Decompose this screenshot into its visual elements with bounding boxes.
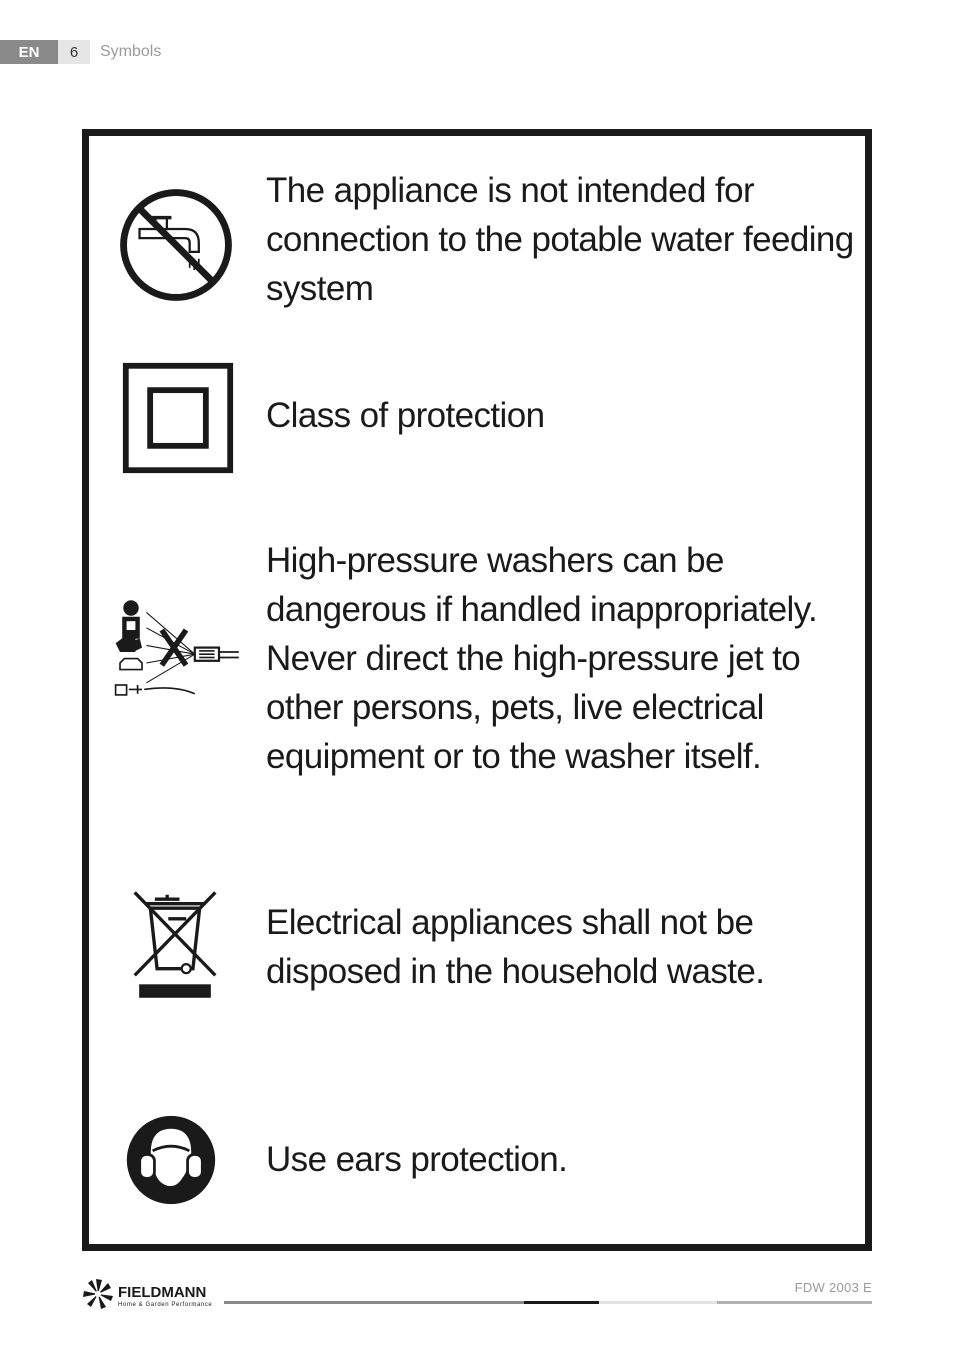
- language-tab: EN: [0, 40, 58, 64]
- brand-name: FIELDMANN: [118, 1284, 207, 1301]
- footer-rule-grey: [224, 1301, 524, 1304]
- symbols-frame: [82, 129, 872, 1251]
- brand-tagline: Home & Garden Performance: [118, 1302, 213, 1308]
- ear-protection-icon: [125, 1114, 217, 1206]
- symbol-2-line-1: Class of protection: [266, 396, 545, 435]
- symbol-4-line-1: Electrical appliances shall not be: [266, 903, 754, 942]
- model-number: FDW 2003 E: [794, 1280, 872, 1295]
- symbol-1-line-3: system: [266, 269, 374, 308]
- class-ii-protection-icon: [120, 360, 236, 476]
- symbol-5-text: [266, 1135, 856, 1184]
- section-title: Symbols: [100, 43, 162, 60]
- symbol-3-line-5: equipment or to the washer itself.: [266, 737, 762, 776]
- no-potable-water-icon: [119, 188, 233, 302]
- symbol-5-line-1: Use ears protection.: [266, 1140, 568, 1179]
- footer-rule-mid: [717, 1301, 872, 1304]
- symbol-3-line-2: dangerous if handled inappropriately.: [266, 590, 818, 629]
- symbol-3-text: [266, 536, 856, 781]
- footer-rule-black: [524, 1301, 599, 1304]
- symbol-4-text: [266, 898, 856, 996]
- symbol-2-text: [266, 391, 856, 440]
- page-number: 6: [58, 40, 90, 64]
- symbol-3-line-3: Never direct the high-pressure jet to: [266, 639, 801, 678]
- fieldmann-logo: [82, 1275, 227, 1315]
- crossed-out-wheelie-bin-icon: [129, 888, 221, 1000]
- symbol-4-line-2: disposed in the household waste.: [266, 952, 765, 991]
- high-pressure-jet-warning-icon: [109, 596, 241, 708]
- symbol-1-text: [266, 166, 856, 313]
- symbol-1-line-1: The appliance is not intended for: [266, 171, 755, 210]
- symbol-3-line-4: other persons, pets, live electrical: [266, 688, 764, 727]
- footer-rule-light: [599, 1301, 717, 1304]
- symbol-3-line-1: High-pressure washers can be: [266, 541, 724, 580]
- symbol-1-line-2: connection to the potable water feeding: [266, 220, 854, 259]
